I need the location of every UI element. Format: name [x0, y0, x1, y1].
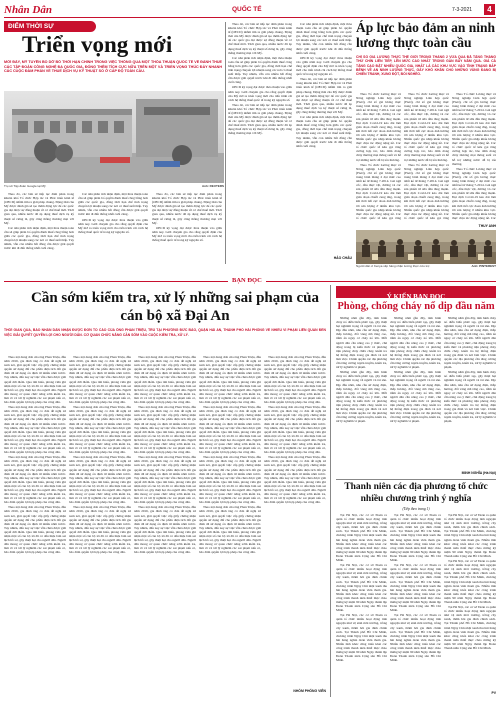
opinion-author: MINH NGHĨA (Hà Nội)	[461, 471, 496, 475]
reader-paragraph: Theo nội dung đơn của ông Phan Triệu, đầu năm 2016, gia đình ông có đơn đề nghị xã xem xét, giải quyết việc cấp giấy chứng nhận quyền sử dụng đất cho phần diện tích đất gia đình đã sử dụng ổn định từ nhiều năm trước. Tuy nhiên, đến nay sự việc vẫn chưa được giải quyết dứt điểm. Qua tìm hiểu, phóng viên ghi nhận một số cán bộ xã đã có dấu hiệu làm sai lệch hồ sơ, gây thiệt hại cho người dân. Người dân mong cơ quan chức năng sớm kiểm tra, làm rõ và xử lý nghiêm các sai phạm nếu có, bảo đảm quyền lợi hợp pháp của công dân.	[199, 505, 261, 555]
thoisu-title: Triển vọng mới	[22, 32, 173, 57]
world-lead: CHỈ SỐ GIÁ LƯƠNG THỰC THẾ GIỚI TRONG THÁNG 2 VỪA QUA ĐÃ TĂNG THÁNG THỨ CHÍN LIÊN TIẾP, LÊN MỨC CAO NHẤT TRONG GẦN BẢY NĂM QUA. GIÁ CẢ TĂNG CAO ĐẶT NHIỀU QUỐC GIA, NHẤT LÀ CÁC KHU VỰC VÀO TÌNH TRẠNG BẤP BÊNH VỀ AN NINH LƯƠNG THỰC, GÂY KHÓ KHĂN CHO NHỮNG VÙNG ĐANG BỊ CHIẾN TRANH, XUNG ĐỘT, BỐI NGHÈO.	[356, 55, 496, 77]
world-photo-credit: Ảnh: PINTEREST	[471, 265, 496, 268]
masthead-rule	[4, 17, 496, 18]
world-title: Áp lực bảo đảm an ninh lương thực toàn cầu	[356, 20, 496, 50]
world-author: THUY ANH	[478, 224, 496, 228]
reader-paragraph: Theo nội dung đơn của ông Phan Triệu, đầu năm 2016, gia đình ông có đơn đề nghị xã xem xét, giải quyết việc cấp giấy chứng nhận quyền sử dụng đất cho phần diện tích đất gia đình đã sử dụng ổn định từ nhiều năm trước. Tuy nhiên, đến nay sự việc vẫn chưa được giải quyết dứt điểm. Qua tìm hiểu, phóng viên ghi nhận một số cán bộ xã đã có dấu hiệu làm sai lệch hồ sơ, gây thiệt hại cho người dân. Người dân mong cơ quan chức năng sớm kiểm tra, làm rõ và xử lý nghiêm các sai phạm nếu có, bảo đảm quyền lợi hợp pháp của công dân.	[69, 505, 131, 555]
reader-paragraph: Theo nội dung đơn của ông Phan Triệu, đầu năm 2016, gia đình ông có đơn đề nghị xã xem xét, giải quyết việc cấp giấy chứng nhận quyền sử dụng đất cho phần diện tích đất gia đình đã sử dụng ổn định từ nhiều năm trước. Tuy nhiên, đến nay sự việc vẫn chưa được giải quyết dứt điểm. Qua tìm hiểu, phóng viên ghi nhận một số cán bộ xã đã có dấu hiệu làm sai lệch hồ sơ, gây thiệt hại cho người dân. Người dân mong cơ quan chức năng sớm kiểm tra, làm rõ và xử lý nghiêm các sai phạm nếu có, bảo đảm quyền lợi hợp pháp của công dân.	[264, 355, 326, 405]
thoisu-paragraph: Các nhà phân tích nhận định, một thỏa thuận toàn cầu sẽ giúp phân bổ quyền đánh thuế công bằng hơn giữa các quốc gia, đồng thời hạn chế tình trạng chuyển lợi nhuận sang các nơi có thuế suất thấp. Tuy nhiên, vẫn còn nhiều bất đồng cần được giải quyết trước khi đi đến thống nhất cuối cùng.	[78, 192, 148, 217]
google-photo-caption	[4, 185, 224, 190]
youth-paragraph: Tại Hà Nội, các cơ sở Đoàn ra quân tổ chức nhiều hoạt động tình nguyện như vệ sinh môi trường, trồng cây xanh, thăm hỏi gia đình chính sách. Tại Thành phố Hồ Chí Minh, chương trình Ngày Chủ nhật xanh thu hút hàng nghìn đoàn viên tham gia. Nhiều tỉnh khác cũng triển khai các công trình thanh niên thiết thực chào mừng kỷ niệm 90 năm Ngày thành lập Đoàn Thanh niên Cộng sản Hồ Chí Minh.	[390, 563, 441, 613]
thoisu-paragraph: OECD kỳ vọng đạt được thỏa thuận vào giữa năm nay. Giới chuyên gia cho rằng quyết định của Mỹ mở ra triển vọng mới cho tiến trình cải cách hệ thống thuế quốc tế trong kỷ nguyên số.	[78, 217, 148, 234]
reader-banner: BẠN ĐỌC	[228, 277, 266, 284]
opinion-paragraph: Những năm gần đây, tình hình cháy nổ diễn biến phức tạp, gây thiệt hại nghiêm trọng về người và tài sản. Dịp đầu năm, nhu cầu sử dụng điện, thắp hương, đốt vàng mã tăng cao, tiềm ẩn nguy cơ cháy nổ lớn. Mỗi người dân cần nâng cao ý thức, chủ động trang bị kiến thức và phương tiện phòng cháy chữa cháy, kiểm tra hệ thống điện trong gia đình và nơi làm việc. Chính quyền các địa phương cần tăng cường tuyên truyền, kiểm tra, xử lý nghiêm vi phạm.	[390, 370, 441, 424]
world-col-3	[452, 92, 496, 220]
section-label: QUỐC TẾ	[232, 6, 262, 13]
thoisu-col-3	[152, 192, 222, 264]
youth-paragraph: Tại Hà Nội, các cơ sở Đoàn ra quân tổ chức nhiều hoạt động tình nguyện như vệ sinh môi trường, trồng cây xanh, thăm hỏi gia đình chính sách. Tại Thành phố Hồ Chí Minh, chương trình Ngày Chủ nhật xanh thu hút hàng nghìn đoàn viên tham gia. Nhiều tỉnh khác cũng triển khai các công trình thanh niên thiết thực chào mừng kỷ niệm 90 năm Ngày thành lập Đoàn Thanh niên Cộng sản Hồ Chí Minh.	[390, 513, 441, 563]
thoisu-author: HẢO CHÂU	[333, 256, 352, 260]
masthead	[4, 4, 496, 18]
thoisu-col-4	[228, 22, 292, 254]
world-paragraph: Theo Tổ chức Lương thực và Nông nghiệp Liên hợp quốc (FAO), chỉ số giá lương thực trung bình tháng 2 đạt mức cao nhất kể từ tháng 7-2014. Giá ngũ cốc, dầu thực vật, đường và các sản phẩm từ sữa đều tăng mạnh. Đại dịch Covid-19 kéo dài làm gián đoạn chuỗi cung ứng, trong khi thời tiết cực đoan ảnh hưởng tới sản lượng ở nhiều khu vực. Nhiều quốc gia nhập khẩu lương thực chịu tác động nặng nề. Các tổ chức quốc tế kêu gọi tăng	[404, 162, 449, 220]
world-paragraph: Theo Tổ chức Lương thực và Nông nghiệp Liên hợp quốc (FAO), chỉ số giá lương thực trung bình tháng 2 đạt mức cao nhất kể từ tháng 7-2014. Giá ngũ cốc, dầu thực vật, đường và các sản phẩm từ sữa đều tăng mạnh. Đại dịch Covid-19 kéo dài làm gián đoạn chuỗi cung ứng, trong khi thời tiết cực đoan ảnh hưởng tới sản lượng ở nhiều khu vực. Nhiều quốc gia nhập khẩu lương thực chịu tác động nặng nề. Các tổ chức quốc tế kêu gọi tăng cường hợp tác, bảo đảm dòng chảy thương mại thông suốt và hỗ trợ những nước dễ bị tổn thương.	[452, 92, 496, 166]
reader-paragraph: Theo nội dung đơn của ông Phan Triệu, đầu năm 2016, gia đình ông có đơn đề nghị xã xem xét, giải quyết việc cấp giấy chứng nhận quyền sử dụng đất cho phần diện tích đất gia đình đã sử dụng ổn định từ nhiều năm trước. Tuy nhiên, đến nay sự việc vẫn chưa được giải quyết dứt điểm. Qua tìm hiểu, phóng viên ghi nhận một số cán bộ xã đã có dấu hiệu làm sai lệch hồ sơ, gây thiệt hại cho người dân. Người dân mong cơ quan chức năng sớm kiểm tra, làm rõ và xử lý nghiêm các sai phạm nếu có, bảo đảm quyền lợi hợp pháp của công dân.	[69, 455, 131, 505]
kicker-text: ĐIỂM THỜI SỰ	[8, 23, 54, 30]
opinion-col-1	[336, 316, 387, 476]
youth-paragraph: Tại Hà Nội, các cơ sở Đoàn ra quân tổ chức nhiều hoạt động tình nguyện như vệ sinh môi trường, trồng cây xanh, thăm hỏi gia đình chính sách. Tại Thành phố Hồ Chí Minh, chương trình Ngày Chủ nhật xanh thu hút hàng nghìn đoàn viên tham gia. Nhiều tỉnh khác cũng triển khai các công trình thanh niên thiết thực chào mừng kỷ niệm 90 năm Ngày thành lập Đoàn Thanh niên Cộng sản Hồ Chí Minh.	[444, 513, 496, 558]
reader-paragraph: Theo nội dung đơn của ông Phan Triệu, đầu năm 2016, gia đình ông có đơn đề nghị xã xem xét, giải quyết việc cấp giấy chứng nhận quyền sử dụng đất cho phần diện tích đất gia đình đã sử dụng ổn định từ nhiều năm trước. Tuy nhiên, đến nay sự việc vẫn chưa được giải quyết dứt điểm. Qua tìm hiểu, phóng viên ghi nhận một số cán bộ xã đã có dấu hiệu làm sai lệch hồ sơ, gây thiệt hại cho người dân. Người dân mong cơ quan chức năng sớm kiểm tra, làm rõ và xử lý nghiêm các sai phạm nếu có, bảo đảm quyền lợi hợp pháp của công dân.	[4, 405, 66, 455]
thoisu-paragraph: Theo đó, các bên sẽ tiếp tục đàm phán trong khuôn khổ Tổ chức Hợp tác và Phát triển kinh tế (OECD) nhằm tìm ra giải pháp chung. Động thái của Mỹ được đánh giá sẽ tạo thêm động lực để các quốc gia đạt được sự đồng thuận về cơ chế thuế mới. Thời gian qua, nhiều nước đã áp dụng thuế dịch vụ kỹ thuật số riêng lẻ, gây căng thẳng thương mại với Mỹ.	[152, 192, 222, 225]
thoisu-paragraph: Các nhà phân tích nhận định, một thỏa thuận toàn cầu sẽ giúp phân bổ quyền đánh thuế công bằng hơn giữa các quốc gia, đồng thời hạn chế tình trạng chuyển lợi nhuận sang các nơi có thuế suất thấp. Tuy nhiên, vẫn còn nhiều bất đồng cần được giải quyết trước khi đi đến thống nhất cuối cùng.	[296, 22, 352, 55]
reader-author: NHÓM PHÓNG VIÊN	[293, 689, 326, 693]
opinion-banner-box	[336, 286, 496, 301]
reader-col-1	[4, 355, 66, 695]
thoisu-col-5	[296, 22, 352, 254]
opinion-paragraph: Những năm gần đây, tình hình cháy nổ diễn biến phức tạp, gây thiệt hại nghiêm trọng về người và tài sản. Dịp đầu năm, nhu cầu sử dụng điện, thắp hương, đốt vàng mã tăng cao, tiềm ẩn nguy cơ cháy nổ lớn. Mỗi người dân cần nâng cao ý thức, chủ động trang bị kiến thức và phương tiện phòng cháy chữa cháy, kiểm tra hệ thống điện trong gia đình và nơi làm việc. Chính quyền các địa phương cần tăng cường tuyên truyền, kiểm tra, xử lý nghiêm vi phạm.	[390, 316, 441, 370]
reader-paragraph: Theo nội dung đơn của ông Phan Triệu, đầu năm 2016, gia đình ông có đơn đề nghị xã xem xét, giải quyết việc cấp giấy chứng nhận quyền sử dụng đất cho phần diện tích đất gia đình đã sử dụng ổn định từ nhiều năm trước. Tuy nhiên, đến nay sự việc vẫn chưa được giải quyết dứt điểm. Qua tìm hiểu, phóng viên ghi nhận một số cán bộ xã đã có dấu hiệu làm sai lệch hồ sơ, gây thiệt hại cho người dân. Người dân mong cơ quan chức năng sớm kiểm tra, làm rõ và xử lý nghiêm các sai phạm nếu có, bảo đảm quyền lợi hợp pháp của công dân.	[199, 355, 261, 405]
google-building-illustration	[4, 91, 224, 183]
opinion-paragraph: Những năm gần đây, tình hình cháy nổ diễn biến phức tạp, gây thiệt hại nghiêm trọng về người và tài sản. Dịp đầu năm, nhu cầu sử dụng điện, thắp hương, đốt vàng mã tăng cao, tiềm ẩn nguy cơ cháy nổ lớn. Mỗi người dân cần nâng cao ý thức, chủ động trang bị kiến thức và phương tiện phòng cháy chữa cháy, kiểm tra hệ thống điện trong gia đình và nơi làm việc. Chính quyền các địa phương cần tăng cường tuyên truyền, kiểm tra, xử lý nghiêm vi phạm.	[444, 316, 496, 370]
page-number: 4	[484, 4, 495, 15]
thoisu-paragraph: Theo đó, các bên sẽ tiếp tục đàm phán trong khuôn khổ Tổ chức Hợp tác và Phát triển kinh tế (OECD) nhằm tìm ra giải pháp chung. Động thái của Mỹ được đánh giá sẽ tạo thêm động lực để các quốc gia đạt được sự đồng thuận về cơ chế thuế mới. Thời gian qua, nhiều nước đã áp dụng thuế dịch vụ kỹ thuật số riêng lẻ, gây căng thẳng thương mại với Mỹ.	[296, 77, 352, 114]
world-col-2	[404, 92, 449, 220]
thoisu-paragraph: Theo đó, các bên sẽ tiếp tục đàm phán trong khuôn khổ Tổ chức Hợp tác và Phát triển kinh tế (OECD) nhằm tìm ra giải pháp chung. Động thái của Mỹ được đánh giá sẽ tạo thêm động lực để các quốc gia đạt được sự đồng thuận về cơ chế thuế mới. Thời gian qua, nhiều nước đã áp dụng thuế dịch vụ kỹ thuật số riêng lẻ, gây căng thẳng thương mại với Mỹ.	[228, 22, 292, 55]
reader-col-3	[134, 355, 196, 695]
opinion-paragraph: Những năm gần đây, tình hình cháy nổ diễn biến phức tạp, gây thiệt hại nghiêm trọng về người và tài sản. Dịp đầu năm, nhu cầu sử dụng điện, thắp hương, đốt vàng mã tăng cao, tiềm ẩn nguy cơ cháy nổ lớn. Mỗi người dân cần nâng cao ý thức, chủ động trang bị kiến thức và phương tiện phòng cháy chữa cháy, kiểm tra hệ thống điện trong gia đình và nơi làm việc. Chính quyền các địa phương cần tăng cường tuyên truyền, kiểm tra, xử lý nghiêm vi phạm.	[336, 316, 387, 370]
world-paragraph: Theo Tổ chức Lương thực và Nông nghiệp Liên hợp quốc (FAO), chỉ số giá lương thực trung bình tháng 2 đạt mức cao nhất kể từ tháng 7-2014. Giá ngũ cốc, dầu thực vật, đường và các sản phẩm từ sữa đều tăng mạnh. Đại dịch Covid-19 kéo dài làm gián đoạn chuỗi cung ứng, trong khi thời tiết cực đoan ảnh hưởng tới sản lượng ở nhiều khu vực. Nhiều quốc gia nhập khẩu lương thực chịu tác động nặng nề. Các tổ chức quốc tế kêu gọi tăng cường hợp tác, bảo đảm dòng chảy thương mại thông suốt và hỗ trợ những nước dễ bị tổn thương.	[404, 92, 449, 162]
reader-title: Cần sớm kiểm tra, xử lý những sai phạm của cán bộ xã Đại An	[30, 290, 319, 324]
food-aid-caption	[356, 265, 496, 269]
photo-caption-text: Trụ sở Tập đoàn Google tại Mỹ.	[4, 185, 47, 188]
youth-col-3	[444, 513, 496, 689]
youth-paragraph: Tại Hà Nội, các cơ sở Đoàn ra quân tổ chức nhiều hoạt động tình nguyện như vệ sinh môi trường, trồng cây xanh, thăm hỏi gia đình chính sách. Tại Thành phố Hồ Chí Minh, chương trình Ngày Chủ nhật xanh thu hút hàng nghìn đoàn viên tham gia. Nhiều tỉnh khác cũng triển khai các công trình thanh niên thiết thực chào mừng kỷ niệm 90 năm Ngày thành lập Đoàn Thanh niên Cộng sản Hồ Chí Minh.	[444, 605, 496, 650]
thoisu-paragraph: Theo đó, các bên sẽ tiếp tục đàm phán trong khuôn khổ Tổ chức Hợp tác và Phát triển kinh tế (OECD) nhằm tìm ra giải pháp chung. Động thái của Mỹ được đánh giá sẽ tạo thêm động lực để các quốc gia đạt được sự đồng thuận về cơ chế thuế mới. Thời gian qua, nhiều nước đã áp dụng thuế dịch vụ kỹ thuật số riêng lẻ, gây căng thẳng thương mại với Mỹ.	[228, 102, 292, 136]
reader-paragraph: Theo nội dung đơn của ông Phan Triệu, đầu năm 2016, gia đình ông có đơn đề nghị xã xem xét, giải quyết việc cấp giấy chứng nhận quyền sử dụng đất cho phần diện tích đất gia đình đã sử dụng ổn định từ nhiều năm trước. Tuy nhiên, đến nay sự việc vẫn chưa được giải quyết dứt điểm. Qua tìm hiểu, phóng viên ghi nhận một số cán bộ xã đã có dấu hiệu làm sai lệch hồ sơ, gây thiệt hại cho người dân. Người dân mong cơ quan chức năng sớm kiểm tra, làm rõ và xử lý nghiêm các sai phạm nếu có, bảo đảm quyền lợi hợp pháp của công dân.	[134, 355, 196, 405]
paper-name: Nhân Dân	[4, 4, 52, 16]
thoisu-lead: MỚI ĐÂY, MỸ TUYÊN BỐ DỠ BỎ THỜI HẠN CHÍNH TRONG VIỆC THÔNG QUA MỘT THỎA THUẬN QUỐC TẾ VỀ ĐÁNH THUẾ CÁC TẬP ĐOÀN CÔNG NGHỆ ĐA QUỐC GIA, ĐÓNG THÊM TÍCH CỰC NỮA TRÊN MỘT VÀ TRIỂN VỌNG THÚC ĐẨY NHANH CÁC CUỘC ĐÀM PHÁN VỀ THUẾ DỊCH VỤ KỸ THUẬT SỐ Ở CẤP ĐỘ TOÀN CẦU.	[4, 60, 222, 74]
reader-paragraph: Theo nội dung đơn của ông Phan Triệu, đầu năm 2016, gia đình ông có đơn đề nghị xã xem xét, giải quyết việc cấp giấy chứng nhận quyền sử dụng đất cho phần diện tích đất gia đình đã sử dụng ổn định từ nhiều năm trước. Tuy nhiên, đến nay sự việc vẫn chưa được giải quyết dứt điểm. Qua tìm hiểu, phóng viên ghi nhận một số cán bộ xã đã có dấu hiệu làm sai lệch hồ sơ, gây thiệt hại cho người dân. Người dân mong cơ quan chức năng sớm kiểm tra, làm rõ và xử lý nghiêm các sai phạm nếu có, bảo đảm quyền lợi hợp pháp của công dân.	[4, 455, 66, 505]
food-aid-illustration	[356, 230, 496, 264]
youth-author: PV	[491, 691, 496, 695]
thoisu-paragraph: Các nhà phân tích nhận định, một thỏa thuận toàn cầu sẽ giúp phân bổ quyền đánh thuế công bằng hơn giữa các quốc gia, đồng thời hạn chế tình trạng chuyển lợi nhuận sang các nơi có thuế suất thấp. Tuy nhiên, vẫn còn nhiều bất đồng cần được giải quyết trước khi đi đến thống nhất cuối cùng.	[4, 225, 74, 251]
thoisu-paragraph: Theo đó, các bên sẽ tiếp tục đàm phán trong khuôn khổ Tổ chức Hợp tác và Phát triển kinh tế (OECD) nhằm tìm ra giải pháp chung. Động thái của Mỹ được đánh giá sẽ tạo thêm động lực để các quốc gia đạt được sự đồng thuận về cơ chế thuế mới. Thời gian qua, nhiều nước đã áp dụng thuế dịch vụ kỹ thuật số riêng lẻ, gây căng thẳng thương mại với Mỹ.	[4, 192, 74, 225]
section-divider	[336, 479, 496, 480]
column-divider	[225, 22, 226, 264]
thoisu-col-1	[4, 192, 74, 264]
reader-col-5	[264, 355, 326, 685]
issue-date: 7-3-2021	[452, 7, 473, 13]
opinion-paragraph: Những năm gần đây, tình hình cháy nổ diễn biến phức tạp, gây thiệt hại nghiêm trọng về người và tài sản. Dịp đầu năm, nhu cầu sử dụng điện, thắp hương, đốt vàng mã tăng cao, tiềm ẩn nguy cơ cháy nổ lớn. Mỗi người dân cần nâng cao ý thức, chủ động trang bị kiến thức và phương tiện phòng cháy chữa cháy, kiểm tra hệ thống điện trong gia đình và nơi làm việc. Chính quyền các địa phương cần tăng cường tuyên truyền, kiểm tra, xử lý nghiêm vi phạm.	[336, 370, 387, 424]
reader-paragraph: Theo nội dung đơn của ông Phan Triệu, đầu năm 2016, gia đình ông có đơn đề nghị xã xem xét, giải quyết việc cấp giấy chứng nhận quyền sử dụng đất cho phần diện tích đất gia đình đã sử dụng ổn định từ nhiều năm trước. Tuy nhiên, đến nay sự việc vẫn chưa được giải quyết dứt điểm. Qua tìm hiểu, phóng viên ghi nhận một số cán bộ xã đã có dấu hiệu làm sai lệch hồ sơ, gây thiệt hại cho người dân. Người dân mong cơ quan chức năng sớm kiểm tra, làm rõ và xử lý nghiêm các sai phạm nếu có, bảo đảm quyền lợi hợp pháp của công dân.	[134, 505, 196, 555]
food-aid-photo	[356, 230, 496, 264]
youth-paragraph: Tại Hà Nội, các cơ sở Đoàn ra quân tổ chức nhiều hoạt động tình nguyện như vệ sinh môi trường, trồng cây xanh, thăm hỏi gia đình chính sách. Tại Thành phố Hồ Chí Minh, chương trình Ngày Chủ nhật xanh thu hút hàng nghìn đoàn viên tham gia. Nhiều tỉnh khác cũng triển khai các công trình thanh niên thiết thực chào mừng kỷ niệm 90 năm Ngày thành lập Đoàn Thanh niên Cộng sản Hồ Chí Minh.	[336, 513, 387, 563]
world-photo-caption: Người dân ở Kenya xếp hàng nhận lương thực cứu trợ.	[356, 265, 431, 268]
reader-paragraph: Theo nội dung đơn của ông Phan Triệu, đầu năm 2016, gia đình ông có đơn đề nghị xã xem xét, giải quyết việc cấp giấy chứng nhận quyền sử dụng đất cho phần diện tích đất gia đình đã sử dụng ổn định từ nhiều năm trước. Tuy nhiên, đến nay sự việc vẫn chưa được giải quyết dứt điểm. Qua tìm hiểu, phóng viên ghi nhận một số cán bộ xã đã có dấu hiệu làm sai lệch hồ sơ, gây thiệt hại cho người dân. Người dân mong cơ quan chức năng sớm kiểm tra, làm rõ và xử lý nghiêm các sai phạm nếu có, bảo đảm quyền lợi hợp pháp của công dân.	[134, 405, 196, 455]
opinion-col-3	[444, 316, 496, 470]
google-building-photo	[4, 91, 224, 183]
youth-col-1	[336, 513, 387, 695]
reader-paragraph: Theo nội dung đơn của ông Phan Triệu, đầu năm 2016, gia đình ông có đơn đề nghị xã xem xét, giải quyết việc cấp giấy chứng nhận quyền sử dụng đất cho phần diện tích đất gia đình đã sử dụng ổn định từ nhiều năm trước. Tuy nhiên, đến nay sự việc vẫn chưa được giải quyết dứt điểm. Qua tìm hiểu, phóng viên ghi nhận một số cán bộ xã đã có dấu hiệu làm sai lệch hồ sơ, gây thiệt hại cho người dân. Người dân mong cơ quan chức năng sớm kiểm tra, làm rõ và xử lý nghiêm các sai phạm nếu có, bảo đảm quyền lợi hợp pháp của công dân.	[199, 455, 261, 505]
reader-paragraph: Theo nội dung đơn của ông Phan Triệu, đầu năm 2016, gia đình ông có đơn đề nghị xã xem xét, giải quyết việc cấp giấy chứng nhận quyền sử dụng đất cho phần diện tích đất gia đình đã sử dụng ổn định từ nhiều năm trước. Tuy nhiên, đến nay sự việc vẫn chưa được giải quyết dứt điểm. Qua tìm hiểu, phóng viên ghi nhận một số cán bộ xã đã có dấu hiệu làm sai lệch hồ sơ, gây thiệt hại cho người dân. Người dân mong cơ quan chức năng sớm kiểm tra, làm rõ và xử lý nghiêm các sai phạm nếu có, bảo đảm quyền lợi hợp pháp của công dân.	[4, 505, 66, 555]
reader-paragraph: Theo nội dung đơn của ông Phan Triệu, đầu năm 2016, gia đình ông có đơn đề nghị xã xem xét, giải quyết việc cấp giấy chứng nhận quyền sử dụng đất cho phần diện tích đất gia đình đã sử dụng ổn định từ nhiều năm trước. Tuy nhiên, đến nay sự việc vẫn chưa được giải quyết dứt điểm. Qua tìm hiểu, phóng viên ghi nhận một số cán bộ xã đã có dấu hiệu làm sai lệch hồ sơ, gây thiệt hại cho người dân. Người dân mong cơ quan chức năng sớm kiểm tra, làm rõ và xử lý nghiêm các sai phạm nếu có, bảo đảm quyền lợi hợp pháp của công dân.	[69, 405, 131, 455]
reader-lead: THỜI GIAN QUA, BÁO NHÂN DÂN NHẬN ĐƯỢC ĐƠN TỐ CÁO CỦA ÔNG PHAN TRIỆU, TRÚ TẠI PHƯỜNG ĐỨC BẢO, QUẬN HẢI AN, THÀNH PHỐ HẢI PHÒNG VỀ NHIỀU VI PHẠM LIÊN QUAN ĐẾN VIỆC GIẢI QUYẾT QUYỀN LỢI CHO NGƯỜI DÂN. CƠ QUAN CHỨC NĂNG CẦN SỚM VÀO CUỘC KIỂM TRA, XỬ LÝ.	[4, 328, 326, 337]
opinion-col-2	[390, 316, 441, 476]
reader-paragraph: Theo nội dung đơn của ông Phan Triệu, đầu năm 2016, gia đình ông có đơn đề nghị xã xem xét, giải quyết việc cấp giấy chứng nhận quyền sử dụng đất cho phần diện tích đất gia đình đã sử dụng ổn định từ nhiều năm trước. Tuy nhiên, đến nay sự việc vẫn chưa được giải quyết dứt điểm. Qua tìm hiểu, phóng viên ghi nhận một số cán bộ xã đã có dấu hiệu làm sai lệch hồ sơ, gây thiệt hại cho người dân. Người dân mong cơ quan chức năng sớm kiểm tra, làm rõ và xử lý nghiêm các sai phạm nếu có, bảo đảm quyền lợi hợp pháp của công dân.	[69, 355, 131, 405]
thoisu-paragraph: OECD kỳ vọng đạt được thỏa thuận vào giữa năm nay. Giới chuyên gia cho rằng quyết định của Mỹ mở ra triển vọng mới cho tiến trình cải cách hệ thống thuế quốc tế trong kỷ nguyên số.	[296, 55, 352, 77]
thoisu-col-2	[78, 192, 148, 264]
thoisu-paragraph: OECD kỳ vọng đạt được thỏa thuận vào giữa năm nay. Giới chuyên gia cho rằng quyết định của Mỹ mở ra triển vọng mới cho tiến trình cải cách hệ thống thuế quốc tế trong kỷ nguyên số.	[228, 85, 292, 102]
reader-col-2	[69, 355, 131, 695]
world-paragraph: Theo Tổ chức Lương thực và Nông nghiệp Liên hợp quốc (FAO), chỉ số giá lương thực trung bình tháng 2 đạt mức cao nhất kể từ tháng 7-2014. Giá ngũ cốc, dầu thực vật, đường và các sản phẩm từ sữa đều tăng mạnh. Đại dịch Covid-19 kéo dài làm gián đoạn chuỗi cung ứng, trong khi thời tiết cực đoan ảnh hưởng tới sản lượng ở nhiều khu vực. Nhiều quốc gia nhập khẩu lương thực chịu tác động nặng nề. Các tổ chức quốc tế kêu gọi tăng	[356, 162, 401, 220]
opinion-paragraph: Những năm gần đây, tình hình cháy nổ diễn biến phức tạp, gây thiệt hại nghiêm trọng về người và tài sản. Dịp đầu năm, nhu cầu sử dụng điện, thắp hương, đốt vàng mã tăng cao, tiềm ẩn nguy cơ cháy nổ lớn. Mỗi người dân cần nâng cao ý thức, chủ động trang bị kiến thức và phương tiện phòng cháy chữa cháy, kiểm tra hệ thống điện trong gia đình và nơi làm việc. Chính quyền các địa phương cần tăng cường tuyên truyền, kiểm tra, xử lý nghiêm vi phạm.	[444, 370, 496, 424]
thoisu-paragraph: Các nhà phân tích nhận định, một thỏa thuận toàn cầu sẽ giúp phân bổ quyền đánh thuế công bằng hơn giữa các quốc gia, đồng thời hạn chế tình trạng chuyển lợi nhuận sang các nơi có thuế suất thấp. Tuy nhiên, vẫn còn nhiều bất đồng cần được giải quyết trước khi đi đến thống nhất cuối cùng.	[296, 115, 352, 148]
youth-paragraph: Tại Hà Nội, các cơ sở Đoàn ra quân tổ chức nhiều hoạt động tình nguyện như vệ sinh môi trường, trồng cây xanh, thăm hỏi gia đình chính sách. Tại Thành phố Hồ Chí Minh, chương trình Ngày Chủ nhật xanh thu hút hàng nghìn đoàn viên tham gia. Nhiều tỉnh khác cũng triển khai các công trình thanh niên thiết thực chào mừng kỷ niệm 90 năm Ngày thành lập Đoàn Thanh niên Cộng sản Hồ Chí Minh.	[336, 613, 387, 663]
thoisu-kicker	[4, 21, 96, 32]
thoisu-paragraph: Các nhà phân tích nhận định, một thỏa thuận toàn cầu sẽ giúp phân bổ quyền đánh thuế công bằng hơn giữa các quốc gia, đồng thời hạn chế tình trạng chuyển lợi nhuận sang các nơi có thuế suất thấp. Tuy nhiên, vẫn còn nhiều bất đồng cần được giải quyết trước khi đi đến thống nhất cuối cùng.	[228, 55, 292, 85]
thoisu-paragraph: OECD kỳ vọng đạt được thỏa thuận vào giữa năm nay. Giới chuyên gia cho rằng quyết định của Mỹ mở ra triển vọng mới cho tiến trình cải cách hệ thống thuế quốc tế trong kỷ nguyên số.	[152, 225, 222, 243]
youth-paragraph: Tại Hà Nội, các cơ sở Đoàn ra quân tổ chức nhiều hoạt động tình nguyện như vệ sinh môi trường, trồng cây xanh, thăm hỏi gia đình chính sách. Tại Thành phố Hồ Chí Minh, chương trình Ngày Chủ nhật xanh thu hút hàng nghìn đoàn viên tham gia. Nhiều tỉnh khác cũng triển khai các công trình thanh niên thiết thực chào mừng kỷ niệm 90 năm Ngày thành lập Đoàn Thanh niên Cộng sản Hồ Chí Minh.	[390, 613, 441, 663]
world-paragraph: Theo Tổ chức Lương thực và Nông nghiệp Liên hợp quốc (FAO), chỉ số giá lương thực trung bình tháng 2 đạt mức cao nhất kể từ tháng 7-2014. Giá ngũ cốc, dầu thực vật, đường và các sản phẩm từ sữa đều tăng mạnh. Đại dịch Covid-19 kéo dài làm gián đoạn chuỗi cung ứng, trong khi thời tiết cực đoan ảnh hưởng tới sản lượng ở nhiều khu vực. Nhiều quốc gia nhập khẩu lương thực chịu tác động nặng nề. Các	[452, 166, 496, 220]
opinion-banner: Ý KIẾN BẠN ĐỌC	[386, 293, 446, 301]
reader-paragraph: Theo nội dung đơn của ông Phan Triệu, đầu năm 2016, gia đình ông có đơn đề nghị xã xem xét, giải quyết việc cấp giấy chứng nhận quyền sử dụng đất cho phần diện tích đất gia đình đã sử dụng ổn định từ nhiều năm trước. Tuy nhiên, đến nay sự việc vẫn chưa được giải quyết dứt điểm. Qua tìm hiểu, phóng viên ghi nhận một số cán bộ xã đã có dấu hiệu làm sai lệch hồ sơ, gây thiệt hại cho người dân. Người dân mong cơ quan chức năng sớm kiểm tra, làm rõ và xử lý nghiêm các sai phạm nếu có, bảo đảm quyền lợi hợp pháp của công dân.	[134, 455, 196, 505]
reader-col-4	[199, 355, 261, 695]
youth-paragraph: Tại Hà Nội, các cơ sở Đoàn ra quân tổ chức nhiều hoạt động tình nguyện như vệ sinh môi trường, trồng cây xanh, thăm hỏi gia đình chính sách. Tại Thành phố Hồ Chí Minh, chương trình Ngày Chủ nhật xanh thu hút hàng nghìn đoàn viên tham gia. Nhiều tỉnh khác cũng triển khai các công trình thanh niên thiết thực chào mừng kỷ niệm 90 năm Ngày thành lập Đoàn Thanh niên Cộng sản Hồ Chí Minh.	[444, 559, 496, 604]
youth-dek: (Tiếp theo trang 1)	[402, 507, 430, 511]
reader-paragraph: Theo nội dung đơn của ông Phan Triệu, đầu năm 2016, gia đình ông có đơn đề nghị xã xem xét, giải quyết việc cấp giấy chứng nhận quyền sử dụng đất cho phần diện tích đất gia đình đã sử dụng ổn định từ nhiều năm trước. Tuy nhiên, đến nay sự việc vẫn chưa được giải quyết dứt điểm. Qua tìm hiểu, phóng viên ghi nhận một số cán bộ xã đã có dấu hiệu làm sai lệch hồ sơ, gây thiệt hại cho người dân. Người dân mong cơ quan chức năng sớm kiểm tra, làm rõ và xử lý nghiêm các sai phạm nếu có, bảo đảm quyền lợi hợp pháp của công dân.	[4, 355, 66, 405]
world-paragraph: Theo Tổ chức Lương thực và Nông nghiệp Liên hợp quốc (FAO), chỉ số giá lương thực trung bình tháng 2 đạt mức cao nhất kể từ tháng 7-2014. Giá ngũ cốc, dầu thực vật, đường và các sản phẩm từ sữa đều tăng mạnh. Đại dịch Covid-19 kéo dài làm gián đoạn chuỗi cung ứng, trong khi thời tiết cực đoan ảnh hưởng tới sản lượng ở nhiều khu vực. Nhiều quốc gia nhập khẩu lương thực chịu tác động nặng nề. Các tổ chức quốc tế kêu gọi tăng cường hợp tác, bảo đảm dòng chảy thương mại thông suốt và hỗ trợ những nước dễ bị tổn thương.	[356, 92, 401, 162]
youth-col-2	[390, 513, 441, 695]
column-divider	[330, 285, 331, 697]
opinion-title: Phòng, chống cháy nổ dịp đầu năm	[337, 301, 495, 312]
youth-paragraph: Tại Hà Nội, các cơ sở Đoàn ra quân tổ chức nhiều hoạt động tình nguyện như vệ sinh môi trường, trồng cây xanh, thăm hỏi gia đình chính sách. Tại Thành phố Hồ Chí Minh, chương trình Ngày Chủ nhật xanh thu hút hàng nghìn đoàn viên tham gia. Nhiều tỉnh khác cũng triển khai các công trình thanh niên thiết thực chào mừng kỷ niệm 90 năm Ngày thành lập Đoàn Thanh niên Cộng sản Hồ Chí Minh.	[336, 563, 387, 613]
reader-paragraph: Theo nội dung đơn của ông Phan Triệu, đầu năm 2016, gia đình ông có đơn đề nghị xã xem xét, giải quyết việc cấp giấy chứng nhận quyền sử dụng đất cho phần diện tích đất gia đình đã sử dụng ổn định từ nhiều năm trước. Tuy nhiên, đến nay sự việc vẫn chưa được giải quyết dứt điểm. Qua tìm hiểu, phóng viên ghi nhận một số cán bộ xã đã có dấu hiệu làm sai lệch hồ sơ, gây thiệt hại cho người dân. Người dân mong cơ quan chức năng sớm kiểm tra, làm rõ và xử lý nghiêm các sai phạm nếu có, bảo đảm quyền lợi hợp pháp của công dân.	[264, 455, 326, 505]
reader-paragraph: Theo nội dung đơn của ông Phan Triệu, đầu năm 2016, gia đình ông có đơn đề nghị xã xem xét, giải quyết việc cấp giấy chứng nhận quyền sử dụng đất cho phần diện tích đất gia đình đã sử dụng ổn định từ nhiều năm trước. Tuy nhiên, đến nay sự việc vẫn chưa được giải quyết dứt điểm. Qua tìm hiểu, phóng viên ghi nhận một số cán bộ xã đã có dấu hiệu làm sai lệch hồ sơ, gây thiệt hại cho người dân. Người dân mong cơ quan chức năng sớm kiểm tra, làm rõ và xử lý nghiêm các sai phạm nếu có, bảo đảm quyền lợi hợp pháp của công dân.	[264, 405, 326, 455]
world-col-1	[356, 92, 401, 220]
youth-title: Thanh niên các địa phương tổ chức nhiều chương trình ý nghĩa	[344, 482, 488, 504]
photo-credit: Ảnh: REUTERS	[202, 185, 224, 188]
reader-paragraph: Theo nội dung đơn của ông Phan Triệu, đầu năm 2016, gia đình ông có đơn đề nghị xã xem xét, giải quyết việc cấp giấy chứng nhận quyền sử dụng đất cho phần diện tích đất gia đình đã sử dụng ổn định từ nhiều năm trước. Tuy nhiên, đến nay sự việc vẫn chưa được giải quyết dứt điểm. Qua tìm hiểu, phóng viên ghi nhận một số cán bộ xã đã có dấu hiệu làm sai lệch hồ sơ, gây thiệt hại cho người dân. Người dân mong cơ quan chức năng sớm kiểm tra, làm rõ và xử lý nghiêm các sai phạm nếu có, bảo đảm quyền lợi hợp pháp của công dân.	[199, 405, 261, 455]
